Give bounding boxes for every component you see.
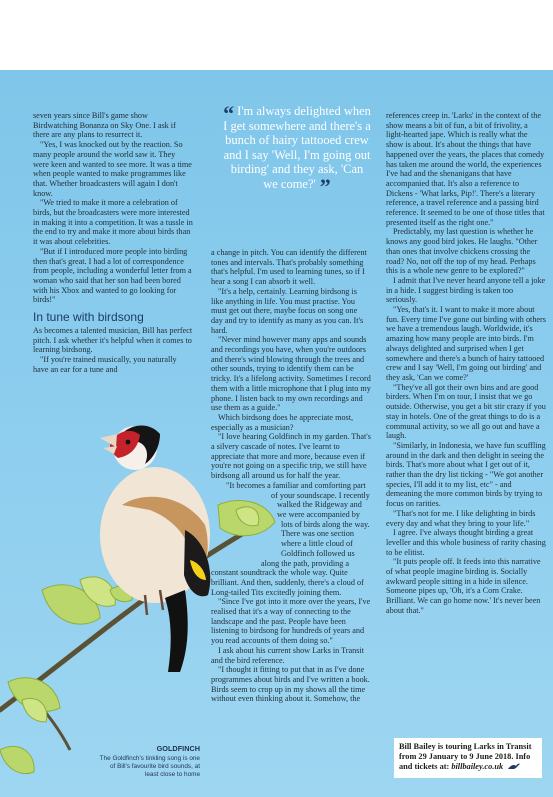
body-paragraph: "But if I introduced more people into birding then that's great. I had a lot of correspondence from people, including a wonderful letter from a woman who said that her son had been bored with his Xbox and wanted to go looking for birds!" [33,246,192,305]
body-paragraph: "That's not for me. I like delighting in birds every day and what they bring to your life." [386,508,536,528]
body-paragraph: "Similarly, in Indonesia, we have fun scuffling around in the dark and then delight in seeing the birds. That's more about what I get out of it, rather than the dry list ticking - "We got another species, I'll add it to my list, etc" - and demeaning the more common birds by trying to focus on rarities. [386,440,546,509]
body-paragraph: "Never mind however many apps and sounds and recordings you have, when you're outdoors and there's wind blowing through the trees and other sounds, trying to identify them can be tricky. It's a lifelong activity. Sometimes I record them with a little microphone that I plug into my phone. I listen back to my own recordings and use them as a guide." [211,335,371,413]
body-paragraph: As becomes a talented musician, Bill has perfect pitch. I ask whether it's helpful when it comes to learning birdsong. [33,326,193,355]
body-paragraph: I ask about his current show Larks in Transit and the bird reference. [211,645,364,665]
article-column-2 [211,248,371,704]
body-paragraph: "Yes, I was knocked out by the reaction. So many people around the world saw it. They were keen and wanted to see more. It was a time when people wanted to make programmes like that. Whether broadcasters will again I don't know. [33,140,192,198]
body-paragraph: "We tried to make it more a celebration of birds, but the broadcasters were more interested in making it into a competition. It was a tussle in the end to try and make it more about birds than it was about celebrities. [33,198,193,247]
body-paragraph: Predictably, my last question is whether he knows any good bird jokes. He laughs. "Other than ones that involve chickens crossing the road? No, not off the top of my head. Perhaps this is a whole new genre to be explored?" [386,227,538,276]
page-top-margin [0,0,553,70]
tour-info-box [394,738,542,778]
body-paragraph: I admit that I've never heard anyone tell a joke in a hide. I suggest birding is taken too seriously. [386,275,546,305]
open-quote-icon: “ [223,101,235,126]
body-paragraph: "Since I've got into it more over the years, I've realised that it's a way of connecting to the landscape and the past. People have been listening to birdsong for hundreds of years and you read accounts of them doing so." [211,597,371,646]
pull-quote-text: I'm always delighted when I get somewhere and there's a bunch of hairy tattooed crew and I say 'Well, I'm going out birding' and they ask, 'Can we come?' [223,104,371,191]
bird-silhouette-icon [507,763,521,771]
body-paragraph: "I love hearing Goldfinch in my garden. That's a silvery cascade of notes. I've learnt to appreciate that more and more, because even if you're not going on a specific trip, we still have birdsong all around us for half the year. [211,432,371,481]
tour-info-text: Bill Bailey is touring Larks in Transit from 29 January to 9 June 2018. Info and tickets at: [399,742,532,771]
body-paragraph: I agree. I've always thought birding a great leveller and this whole business of rarity chasing to be elitist. [386,528,546,557]
body-paragraph: "I thought it fitting to put that in as I've done programmes about birds and I've written a book. Birds seem to crop up in my shows all the time without even thinking about it. Somehow, the [211,665,370,704]
body-paragraph: "They've all got their own bins and are good birders. When I'm on tour, I insist that we go outside. Otherwise, you get a bit stir crazy if you stay in hotels. One of the great things to do is a communal activity, so we all go out and have a laugh. [386,382,546,441]
caption-text: The Goldfinch's tinkling song is one of Bill's favourite bird sounds, at least close to home [99,755,200,778]
caption-title: GOLDFINCH [156,744,200,753]
body-paragraph: a change in pitch. You can identify the different tones and intervals. That's probably something that's helpful. I'm used to learning tunes, so if I hear a song I can absorb it well. [211,248,367,287]
body-paragraph: seven years since Bill's game show Birdwatching Bonanza on Sky One. I ask if there are any plans to resurrect it. [33,111,176,140]
body-paragraph: "It puts people off. It feeds into this narrative of what people imagine birding is. Socially awkward people sitting in a hide in silence. Someone pipes up, 'Oh, it's a Corn Crake. Brilliant. We can go home now.' It's never been about that." [386,557,541,615]
body-paragraph: "If you're trained musically, you naturally have an ear for a tune and [33,355,177,374]
close-quote-icon: ” [319,173,331,199]
body-paragraph: Which birdsong does he appreciate most, especially as a musician? [211,412,354,432]
body-paragraph: "It's a help, certainly. Learning birdsong is like anything in life. You must practise. You must get out there, maybe focus on song one day and try to identify as many as you can. It's hard. [211,286,364,335]
body-paragraph: "Yes, that's it. I want to make it more about fun. Every time I've gone out birding with others we have a tremendous laugh. Worldwide, it's amazing how many people are into birds. I'm always delighted and surprised when I get somewhere and there's a bunch of hairy tattooed crew and I say 'Well, I'm going out birding' and they ask, 'Can we come?' [386,305,546,382]
article-column-3 [386,111,546,616]
body-paragraph: references creep in. 'Larks' in the context of the show means a bit of fun, a bit of frivolity, a light-hearted jape. Which is really what the show is about. It's about the things that have happened over the years, the places that comedy has taken me around the world, the experiences I've had and the shenanigans that have accompanied that. It's also a reference to Dickens - 'What larks, Pip!'. There's a literary reference, a travel reference and a passing bird reference. It seemed to be one of those titles that presented itself as the right one." [386,111,545,227]
body-paragraph: "It becomes a familiar and comforting part of your soundscape. I recently walked the Ridgeway and we were accompanied by lots of birds along the way. There was one section where a little cloud of Goldfinch followed us along the path, providing a constant soundtrack the whole way. Quite brilliant. And then, suddenly, there's a cloud of Long-tailed Tits excitedly joining them. [211,480,370,597]
tour-website-link[interactable]: billbailey.co.uk [451,762,504,771]
pull-quote [222,101,372,199]
article-column-1 [33,111,193,375]
photo-caption [96,745,200,779]
section-subheading: In tune with birdsong [33,310,144,325]
